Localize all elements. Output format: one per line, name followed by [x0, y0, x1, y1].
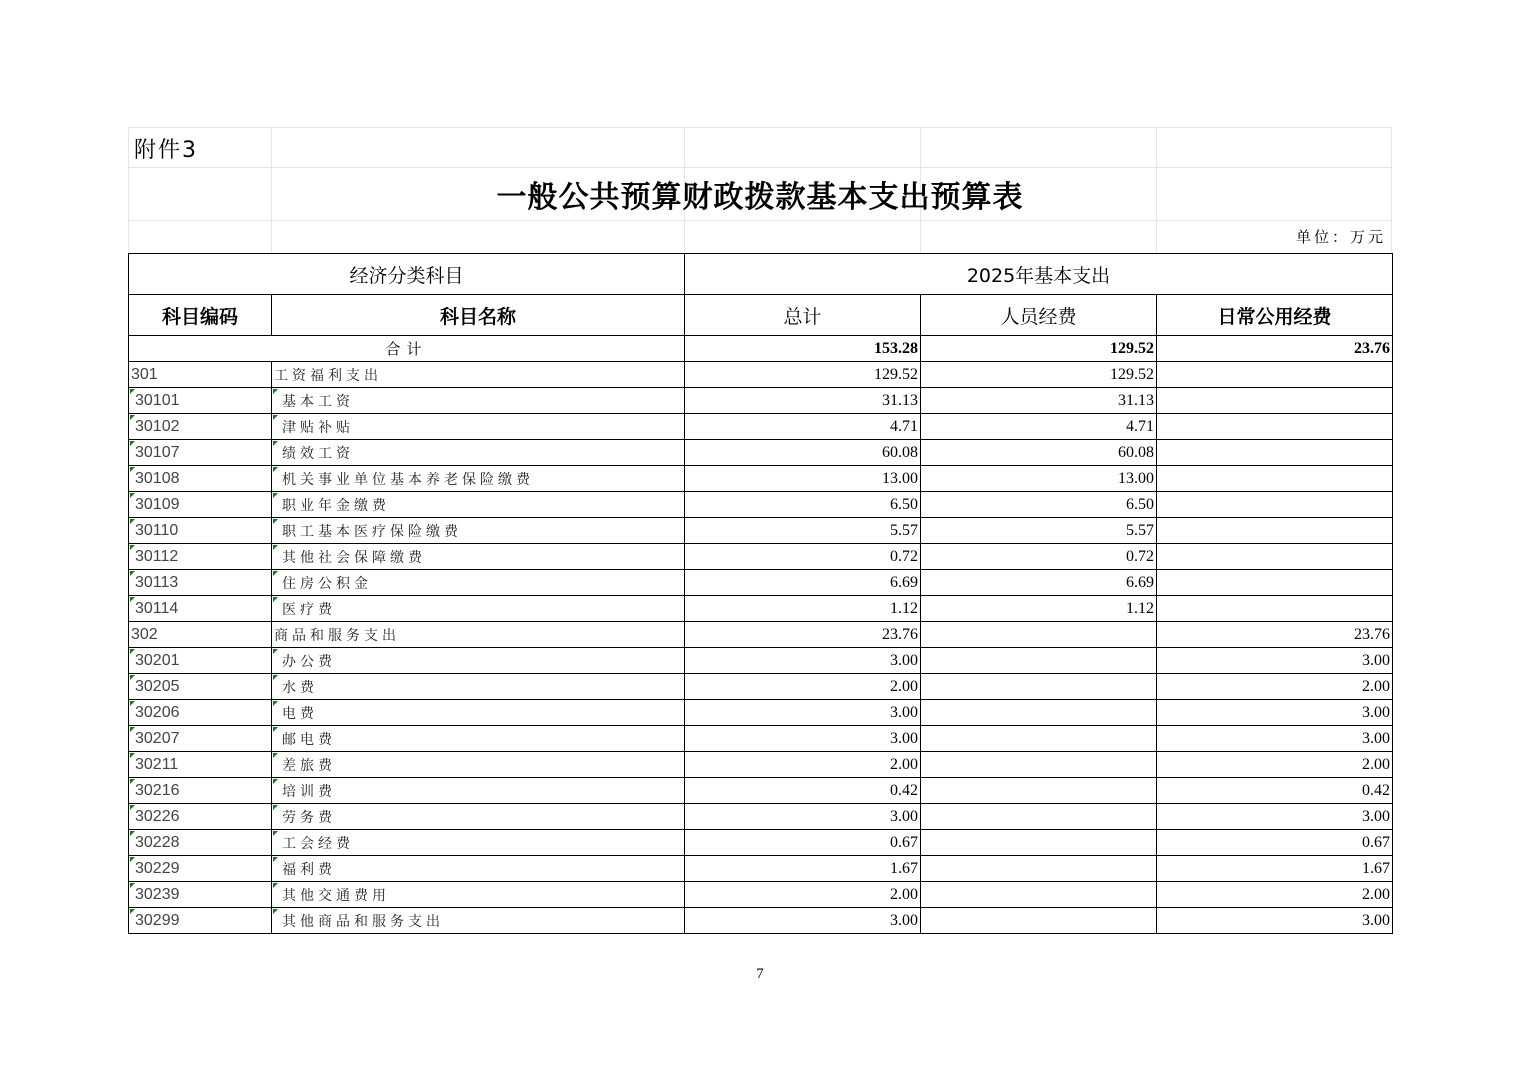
cell-code: 30216 [129, 778, 272, 804]
cell-name: 其他交通费用 [272, 882, 685, 908]
header-group-economic-classification: 经济分类科目 [129, 254, 685, 295]
header-name: 科目名称 [272, 295, 685, 336]
cell-personnel: 4.71 [921, 414, 1157, 440]
cell-personnel [921, 648, 1157, 674]
gridline [128, 220, 1392, 221]
cell-public: 3.00 [1157, 726, 1393, 752]
gridline [128, 127, 1392, 128]
cell-total: 31.13 [685, 388, 921, 414]
cell-personnel: 6.50 [921, 492, 1157, 518]
table-row [129, 596, 1393, 622]
cell-total: 0.42 [685, 778, 921, 804]
cell-name: 职业年金缴费 [272, 492, 685, 518]
cell-personnel [921, 830, 1157, 856]
table-row [129, 648, 1393, 674]
cell-name: 工会经费 [272, 830, 685, 856]
table-row [129, 414, 1393, 440]
cell-name: 住房公积金 [272, 570, 685, 596]
cell-public [1157, 544, 1393, 570]
cell-total: 6.69 [685, 570, 921, 596]
header-group-basic-expenditure: 2025年基本支出 [685, 254, 1393, 295]
header-public: 日常公用经费 [1157, 295, 1393, 336]
cell-name: 医疗费 [272, 596, 685, 622]
table-row [129, 440, 1393, 466]
cell-total: 3.00 [685, 804, 921, 830]
cell-name: 职工基本医疗保险缴费 [272, 518, 685, 544]
cell-public: 3.00 [1157, 908, 1393, 934]
cell-personnel: 6.69 [921, 570, 1157, 596]
cell-personnel: 129.52 [921, 362, 1157, 388]
table-row [129, 544, 1393, 570]
cell-public [1157, 414, 1393, 440]
cell-total: 1.12 [685, 596, 921, 622]
table-row [129, 804, 1393, 830]
cell-code: 30226 [129, 804, 272, 830]
cell-personnel: 31.13 [921, 388, 1157, 414]
cell-total: 2.00 [685, 882, 921, 908]
cell-total: 2.00 [685, 752, 921, 778]
cell-total: 5.57 [685, 518, 921, 544]
total-personnel: 129.52 [921, 336, 1157, 362]
cell-name: 水费 [272, 674, 685, 700]
cell-public: 2.00 [1157, 752, 1393, 778]
cell-name: 办公费 [272, 648, 685, 674]
cell-public [1157, 518, 1393, 544]
cell-public: 3.00 [1157, 700, 1393, 726]
cell-public [1157, 388, 1393, 414]
table-row [129, 700, 1393, 726]
cell-personnel [921, 856, 1157, 882]
table-row [129, 388, 1393, 414]
table-row [129, 908, 1393, 934]
cell-personnel [921, 674, 1157, 700]
cell-code: 30239 [129, 882, 272, 908]
cell-code: 302 [129, 622, 272, 648]
cell-personnel: 1.12 [921, 596, 1157, 622]
table-row [129, 622, 1393, 648]
table-row [129, 492, 1393, 518]
cell-total: 0.72 [685, 544, 921, 570]
table-row [129, 856, 1393, 882]
cell-name: 工资福利支出 [272, 362, 685, 388]
cell-total: 129.52 [685, 362, 921, 388]
cell-public [1157, 440, 1393, 466]
cell-personnel [921, 622, 1157, 648]
cell-public: 2.00 [1157, 674, 1393, 700]
cell-name: 机关事业单位基本养老保险缴费 [272, 466, 685, 492]
cell-personnel: 5.57 [921, 518, 1157, 544]
table-row [129, 726, 1393, 752]
cell-name: 商品和服务支出 [272, 622, 685, 648]
cell-public: 2.00 [1157, 882, 1393, 908]
table-row [129, 830, 1393, 856]
cell-code: 30207 [129, 726, 272, 752]
total-row [129, 336, 1393, 362]
cell-public: 3.00 [1157, 648, 1393, 674]
cell-code: 30229 [129, 856, 272, 882]
table-row [129, 778, 1393, 804]
table-row [129, 466, 1393, 492]
cell-code: 30299 [129, 908, 272, 934]
cell-public [1157, 362, 1393, 388]
table-row [129, 674, 1393, 700]
cell-name: 邮电费 [272, 726, 685, 752]
cell-personnel [921, 726, 1157, 752]
cell-total: 3.00 [685, 726, 921, 752]
cell-personnel [921, 700, 1157, 726]
cell-name: 差旅费 [272, 752, 685, 778]
cell-code: 30112 [129, 544, 272, 570]
cell-code: 30107 [129, 440, 272, 466]
cell-code: 30101 [129, 388, 272, 414]
cell-total: 4.71 [685, 414, 921, 440]
cell-personnel [921, 882, 1157, 908]
unit-label: 单位：万元 [1295, 228, 1386, 246]
table-row [129, 518, 1393, 544]
total-public: 23.76 [1157, 336, 1393, 362]
cell-total: 3.00 [685, 700, 921, 726]
cell-personnel: 13.00 [921, 466, 1157, 492]
cell-public [1157, 596, 1393, 622]
table-row [129, 570, 1393, 596]
cell-name: 其他商品和服务支出 [272, 908, 685, 934]
cell-code: 30110 [129, 518, 272, 544]
cell-public: 0.42 [1157, 778, 1393, 804]
cell-total: 23.76 [685, 622, 921, 648]
cell-public [1157, 570, 1393, 596]
cell-public [1157, 466, 1393, 492]
cell-public [1157, 492, 1393, 518]
cell-total: 13.00 [685, 466, 921, 492]
cell-personnel [921, 778, 1157, 804]
annex-label: 附件3 [134, 138, 198, 163]
cell-code: 30228 [129, 830, 272, 856]
cell-personnel [921, 908, 1157, 934]
cell-name: 劳务费 [272, 804, 685, 830]
cell-name: 其他社会保障缴费 [272, 544, 685, 570]
cell-name: 电费 [272, 700, 685, 726]
cell-personnel [921, 752, 1157, 778]
cell-name: 培训费 [272, 778, 685, 804]
cell-total: 3.00 [685, 908, 921, 934]
table-row [129, 362, 1393, 388]
gridline [128, 167, 1392, 168]
cell-public: 0.67 [1157, 830, 1393, 856]
total-label: 合计 [129, 336, 685, 362]
table-row [129, 752, 1393, 778]
cell-name: 基本工资 [272, 388, 685, 414]
cell-code: 30113 [129, 570, 272, 596]
header-personnel: 人员经费 [921, 295, 1157, 336]
cell-total: 60.08 [685, 440, 921, 466]
cell-public: 1.67 [1157, 856, 1393, 882]
cell-total: 6.50 [685, 492, 921, 518]
cell-public: 23.76 [1157, 622, 1393, 648]
cell-total: 3.00 [685, 648, 921, 674]
budget-table [128, 253, 1393, 934]
page-title: 一般公共预算财政拨款基本支出预算表 [496, 180, 1024, 215]
cell-code: 30114 [129, 596, 272, 622]
cell-code: 30102 [129, 414, 272, 440]
cell-name: 津贴补贴 [272, 414, 685, 440]
cell-name: 福利费 [272, 856, 685, 882]
page-number: 7 [756, 966, 764, 982]
cell-code: 30108 [129, 466, 272, 492]
cell-code: 30211 [129, 752, 272, 778]
cell-code: 30201 [129, 648, 272, 674]
cell-code: 30109 [129, 492, 272, 518]
cell-code: 301 [129, 362, 272, 388]
cell-total: 2.00 [685, 674, 921, 700]
cell-total: 1.67 [685, 856, 921, 882]
cell-personnel [921, 804, 1157, 830]
cell-code: 30205 [129, 674, 272, 700]
table-row [129, 882, 1393, 908]
cell-name: 绩效工资 [272, 440, 685, 466]
cell-public: 3.00 [1157, 804, 1393, 830]
cell-total: 0.67 [685, 830, 921, 856]
cell-personnel: 60.08 [921, 440, 1157, 466]
header-code: 科目编码 [129, 295, 272, 336]
header-total: 总计 [685, 295, 921, 336]
cell-personnel: 0.72 [921, 544, 1157, 570]
cell-code: 30206 [129, 700, 272, 726]
total-total: 153.28 [685, 336, 921, 362]
